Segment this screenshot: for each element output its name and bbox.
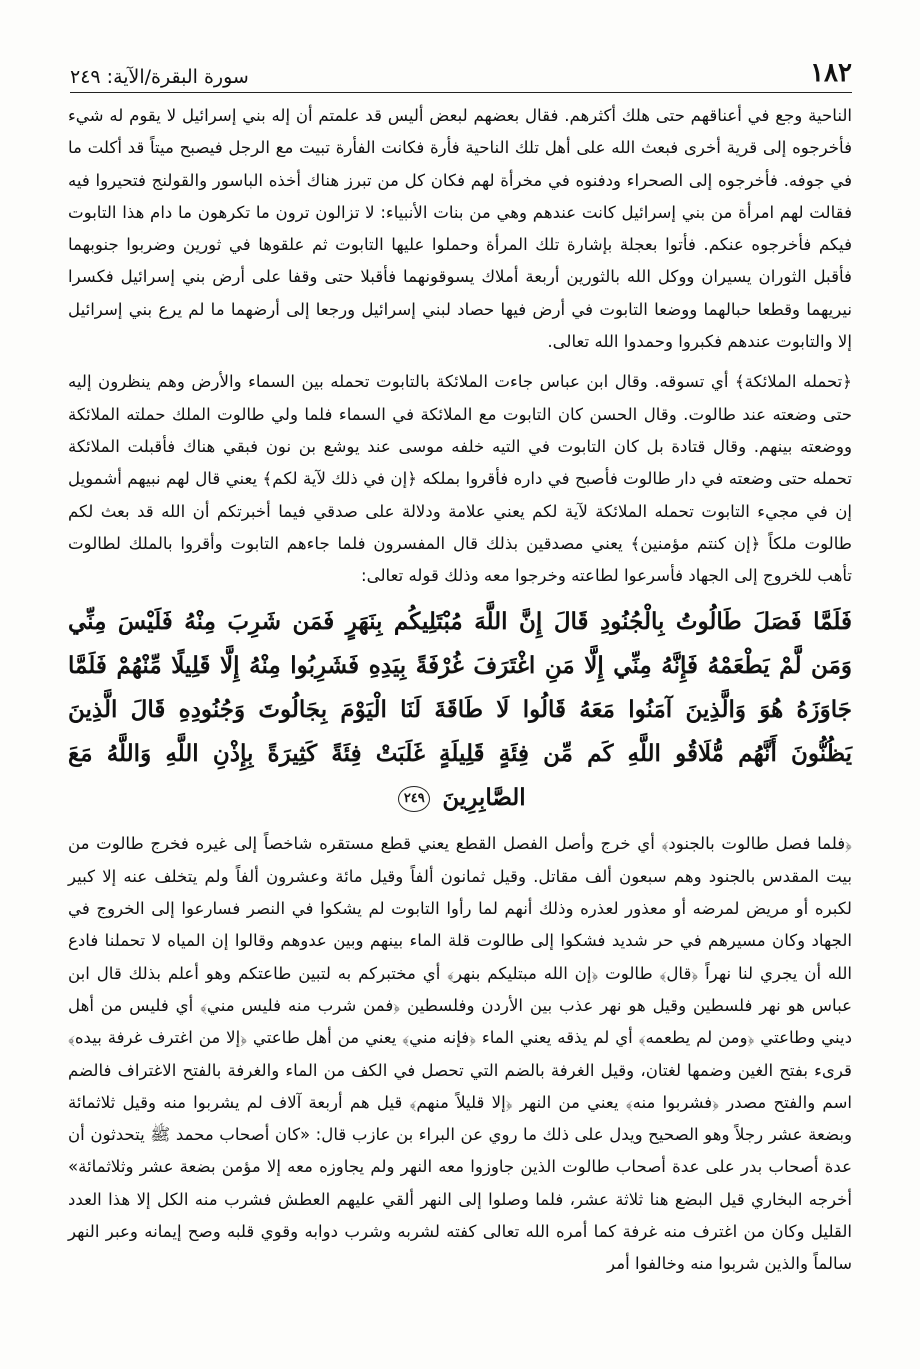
page-number: ١٨٢ bbox=[810, 58, 852, 88]
page-header bbox=[70, 58, 852, 93]
running-title: سورة البقرة/الآية: ٢٤٩ bbox=[70, 66, 249, 88]
paragraph-2: ﴿تحمله الملائكة﴾ أي تسوقه. وقال ابن عباس جاءت الملائكة بالتابوت تحمله بين السماء والأرض وهم ينظرون إليه حتى وضعته عند طالوت. وقال الحسن كان التابوت مع الملائكة في السماء فلما ولي طالوت الملك حملته الملائكة ووضعته بينهم. وقال قتادة بل كان التابوت في التيه خلفه موسى عند يوشع بن نون فبقي هناك فأقبلت الملائكة تحمله حتى وضعته في دار طالوت فأصبح في داره فأقروا بملكه ﴿إن في ذلك لآية لكم﴾ يعني قال لهم نبيهم أشمويل إن في مجيء التابوت تحمله الملائكة لآية لكم يعني علامة ودلالة على صدقي فيما أخبرتكم أن الله قد بعث لكم طالوت ملكاً ﴿إن كنتم مؤمنين﴾ يعني مصدقين بذلك قال المفسرون فلما جاءهم التابوت وأقروا بالملك لطالوت تأهب للخروج إلى الجهاد فأسرعوا لطاعته وخرجوا معه وذلك قوله تعالى: bbox=[68, 372, 852, 586]
paragraph-1: الناحية وجع في أعناقهم حتى هلك أكثرهم. فقال بعضهم لبعض أليس قد علمتم أن إله بني إسرائيل لا يقوم له شيء فأخرجوه إلى قرية أخرى فبعث الله على أهل تلك الناحية فأرة فكانت الفأرة تبيت مع الرجل فيصبح ميتاً قد أكلت ما في جوفه. فأخرجوه إلى الصحراء ودفنوه في مخرأة لهم فكان كل من تبرز هناك أخذه الباسور والقولنج فتحيروا فيه فقالت لهم امرأة من بني إسرائيل كانت عندهم وهي من بنات الأنبياء: لا تزالون ترون ما تكرهون ما دام هذا التابوت فيكم فأخرجوه عنكم. فأتوا بعجلة بإشارة تلك المرأة وحملوا عليها التابوت ثم علقوها في ثورين وضربوا جنوبهما فأقبل الثوران يسيران ووكل الله بالثورين أربعة أملاك يسوقونهما فأقبلا حتى وقفا على أرض بني إسرائيل فكسرا نيريهما وقطعا حبالهما ووضعا التابوت في أرض فيها حصاد لبني إسرائيل ورجعا إلى أرضهما ما لم يرع بني إسرائيل إلا والتابوت عندهم فكبروا وحمدوا الله تعالى. bbox=[68, 106, 852, 352]
verse-text: فَلَمَّا فَصَلَ طَالُوتُ بِالْجُنُودِ قَالَ إِنَّ اللَّهَ مُبْتَلِيكُم بِنَهَرٍ فَمَن شَرِبَ مِنْهُ فَلَيْسَ مِنِّي وَمَن لَّمْ يَطْعَمْهُ فَإِنَّهُ مِنِّي إِلَّا مَنِ اغْتَرَفَ غُرْفَةً بِيَدِهِ فَشَرِبُوا مِنْهُ إِلَّا قَلِيلًا مِّنْهُمْ فَلَمَّا جَاوَزَهُ هُوَ وَالَّذِينَ آمَنُوا مَعَهُ قَالُوا لَا طَاقَةَ لَنَا الْيَوْمَ بِجَالُوتَ وَجُنُودِهِ قَالَ الَّذِينَ يَظُنُّونَ أَنَّهُم مُّلَاقُو اللَّهِ كَم مِّن فِئَةٍ قَلِيلَةٍ غَلَبَتْ فِئَةً كَثِيرَةً بِإِذْنِ اللَّهِ وَاللَّهُ مَعَ الصَّابِرِينَ bbox=[68, 608, 852, 812]
ayah-number-marker: ٢٤٩ bbox=[398, 786, 430, 812]
quran-verse bbox=[68, 600, 852, 820]
page-body bbox=[68, 100, 852, 1289]
paragraph-3: ﴿فلما فصل طالوت بالجنود﴾ أي خرج وأصل الفصل القطع يعني قطع مستقره شاخصاً إلى غيره فخرج طالوت من بيت المقدس بالجنود وهم سبعون ألف مقاتل. وقيل ثمانون ألفاً وقيل مائة وعشرون ألفاً ولم يتخلف عنه إلا كبير لكبره أو مريض لمرضه أو معذور لعذره وذلك أنهم لما رأوا التابوت لم يشكوا في النصر فسارعوا إلى الخروج في الجهاد وكان مسيرهم في حر شديد فشكوا إلى طالوت قلة الماء بينهم وبين عدوهم وقالوا إن المياه لا تحملنا فادع الله أن يجري لنا نهراً ﴿قال﴾ طالوت ﴿إن الله مبتليكم بنهر﴾ أي مختبركم به لتبين طاعتكم وهو أعلم بذلك قال ابن عباس هو نهر فلسطين وقيل هو نهر عذب بين الأردن وفلسطين ﴿فمن شرب منه فليس مني﴾ أي فليس من أهل ديني وطاعتي ﴿ومن لم يطعمه﴾ أي لم يذقه يعني الماء ﴿فإنه مني﴾ يعني من أهل طاعتي ﴿إلا من اغترف غرفة بيده﴾ قرىء بفتح الغين وضمها لغتان، وقيل الغرفة بالضم التي تحصل في الكف من الماء والغرفة بالفتح الاغتراف فالضم اسم والفتح مصدر ﴿فشربوا منه﴾ يعني من النهر ﴿إلا قليلاً منهم﴾ قيل هم أربعة آلاف لم يشربوا منه وقيل ثلاثمائة وبضعة عشر رجلاً وهو الصحيح ويدل على ذلك ما روي عن البراء بن عازب قال: «كان أصحاب محمد ﷺ يتحدثون أن عدة أصحاب بدر على عدة أصحاب طالوت الذين جاوزوا معه النهر ولم يجاوزه معه إلا مؤمن بضعة عشر وثلاثمائة» أخرجه البخاري قيل البضع هنا ثلاثة عشر، فلما وصلوا إلى النهر ألقي عليهم العطش فشرب منه الكل إلا هذا العدد القليل وكان من اغترف منه غرفة كما أمره الله تعالى كفته لشربه وشرب دوابه وقوي قلبه وصح إيمانه وعبر النهر سالماً والذين شربوا منه وخالفوا أمر bbox=[68, 834, 852, 1274]
